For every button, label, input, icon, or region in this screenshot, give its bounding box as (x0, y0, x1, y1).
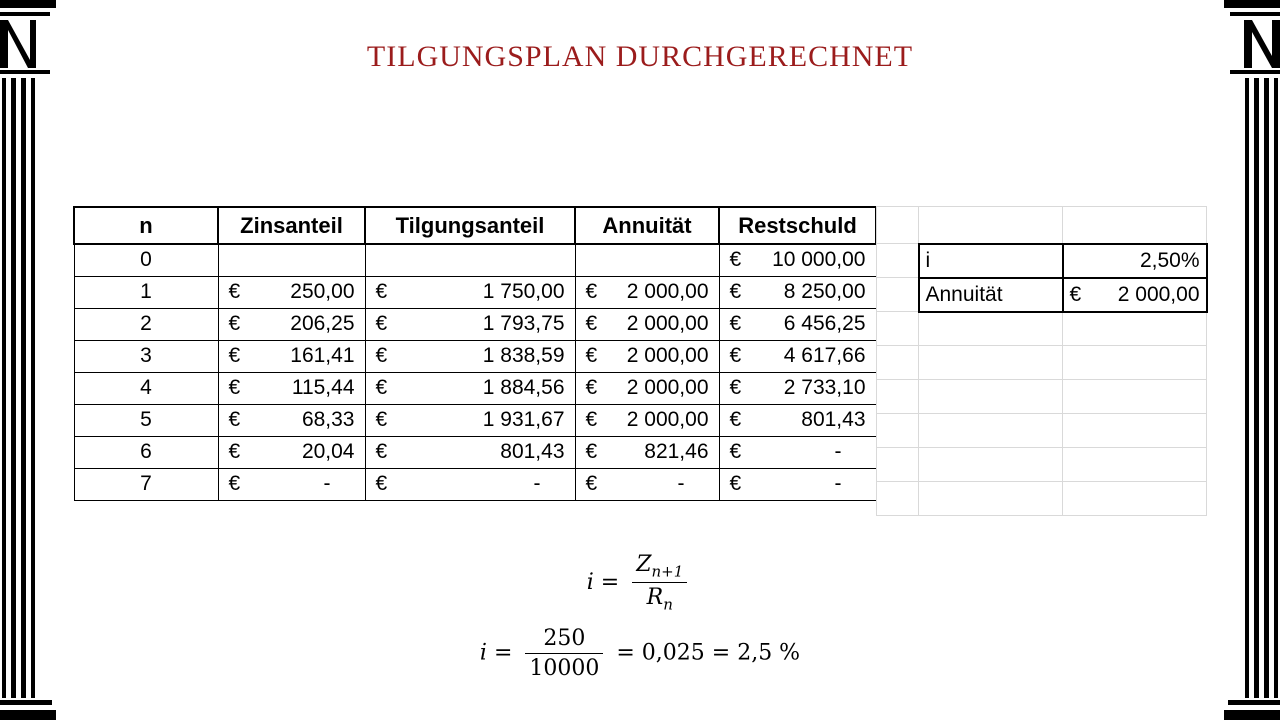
cell-value: 4 617,66 (783, 344, 866, 367)
grid-cell (877, 244, 919, 278)
cell-value: 801,43 (500, 440, 565, 463)
cell-restschuld (719, 468, 876, 500)
cell-value: - (834, 472, 842, 495)
cell-value: 1 750,00 (482, 280, 565, 303)
formula1-denominator (632, 583, 687, 613)
cell-value: - (677, 472, 685, 495)
cell-zinsanteil (218, 436, 365, 468)
grid-cell (877, 448, 919, 482)
param-i-value: 2,50% (1063, 244, 1207, 278)
table-row (74, 404, 876, 436)
currency-symbol: € (585, 344, 598, 367)
cell-value: 2 000,00 (626, 376, 709, 399)
header-n: n (74, 207, 218, 244)
currency-symbol: € (585, 376, 598, 399)
cell-zinsanteil (218, 468, 365, 500)
cell-restschuld (719, 372, 876, 404)
currency-symbol: € (729, 440, 742, 463)
cell-value: - (533, 472, 541, 495)
formula-interest-rate-calculation (0, 626, 1280, 681)
currency-symbol: € (228, 408, 241, 431)
formula1-fraction (632, 552, 687, 614)
formula2-lhs: i (479, 640, 487, 666)
cell-value: 2 000,00 (626, 344, 709, 367)
currency-symbol: € (375, 408, 388, 431)
grid-cell (919, 346, 1063, 380)
currency-symbol: € (375, 472, 388, 495)
table-row (74, 244, 876, 276)
cell-value: 1 793,75 (482, 312, 565, 335)
grid-cell (877, 312, 919, 346)
cell-value: 2 000,00 (626, 280, 709, 303)
cell-zinsanteil (218, 308, 365, 340)
param-i-label: i (919, 244, 1063, 278)
currency-symbol: € (585, 280, 598, 303)
numerator-base: Z (636, 552, 652, 577)
cell-n: 5 (74, 404, 218, 436)
cell-value: 2 000,00 (626, 312, 709, 335)
grid-cell (1063, 448, 1207, 482)
cell-annuitaet (575, 468, 719, 500)
cell-tilgungsanteil (365, 436, 575, 468)
currency-symbol: € (585, 312, 598, 335)
cell-zinsanteil (218, 372, 365, 404)
cell-value: - (323, 472, 331, 495)
cell-restschuld (719, 244, 876, 276)
cell-tilgungsanteil (365, 404, 575, 436)
currency-symbol: € (228, 376, 241, 399)
cell-value: 1 838,59 (482, 344, 565, 367)
currency-symbol: € (228, 344, 241, 367)
cell-n: 3 (74, 340, 218, 372)
grid-cell (1063, 380, 1207, 414)
currency-symbol: € (729, 472, 742, 495)
formula1-numerator (632, 552, 687, 583)
formula-interest-rate-definition (0, 552, 1280, 614)
table-row (74, 276, 876, 308)
cell-n: 7 (74, 468, 218, 500)
cell-tilgungsanteil (365, 372, 575, 404)
grid-cell (1063, 414, 1207, 448)
formula2-denominator: 10000 (529, 656, 600, 681)
grid-cell (919, 312, 1063, 346)
table-row (74, 468, 876, 500)
cell-zinsanteil (218, 244, 365, 276)
param-annuitaet-label: Annuität (919, 278, 1063, 312)
cell-tilgungsanteil (365, 308, 575, 340)
cell-n: 0 (74, 244, 218, 276)
table-row (74, 436, 876, 468)
cell-value: 115,44 (291, 376, 355, 399)
cell-n: 2 (74, 308, 218, 340)
cell-tilgungsanteil (365, 340, 575, 372)
formula2-fraction (525, 626, 603, 681)
header-zinsanteil: Zinsanteil (218, 207, 365, 244)
param-annuitaet-cell (1063, 278, 1207, 312)
cell-annuitaet (575, 276, 719, 308)
cell-value: 8 250,00 (783, 280, 866, 303)
currency-symbol: € (375, 376, 388, 399)
currency-symbol: € (729, 408, 742, 431)
formula2-numerator: 250 (525, 626, 603, 654)
cell-restschuld (719, 276, 876, 308)
grid-cell (877, 346, 919, 380)
formula2-eq: = (493, 640, 513, 666)
cell-annuitaet (575, 244, 719, 276)
amortization-table (73, 206, 877, 501)
cell-value: 10 000,00 (772, 248, 866, 272)
cell-restschuld (719, 436, 876, 468)
cell-tilgungsanteil (365, 276, 575, 308)
cell-zinsanteil (218, 276, 365, 308)
cell-zinsanteil (218, 404, 365, 436)
header-restschuld: Restschuld (719, 207, 876, 244)
grid-cell (919, 380, 1063, 414)
cell-restschuld (719, 308, 876, 340)
cell-annuitaet (575, 340, 719, 372)
formula1-eq: = (600, 569, 620, 595)
denominator-subscript: n (663, 595, 673, 614)
currency-symbol: € (585, 440, 598, 463)
page-title: TILGUNGSPLAN DURCHGERECHNET (366, 40, 914, 73)
cell-value: 206,25 (290, 312, 355, 335)
grid-cell (919, 207, 1063, 244)
cell-value: 2 733,10 (783, 376, 866, 399)
cell-value: 20,04 (301, 440, 355, 463)
currency-symbol: € (228, 312, 241, 335)
cell-value: 6 456,25 (783, 312, 866, 335)
cell-restschuld (719, 340, 876, 372)
currency-symbol: € (375, 344, 388, 367)
table-row (74, 308, 876, 340)
cell-annuitaet (575, 404, 719, 436)
grid-cell (877, 482, 919, 516)
currency-symbol: € (729, 312, 742, 335)
grid-cell (877, 278, 919, 312)
grid-cell (919, 482, 1063, 516)
cell-value: 68,33 (301, 408, 355, 431)
numerator-subscript: n+1 (651, 562, 684, 581)
cell-value: 1 931,67 (482, 408, 565, 431)
cell-n: 4 (74, 372, 218, 404)
currency-symbol: € (228, 472, 241, 495)
grid-cell (919, 414, 1063, 448)
currency-symbol: € (375, 440, 388, 463)
grid-cell (877, 207, 919, 244)
cell-value: 250,00 (290, 280, 355, 303)
formula1-lhs: i (586, 569, 594, 595)
cell-n: 6 (74, 436, 218, 468)
cell-annuitaet (575, 308, 719, 340)
cell-tilgungsanteil (365, 244, 575, 276)
cell-annuitaet (575, 372, 719, 404)
grid-cell (1063, 346, 1207, 380)
grid-cell (1063, 207, 1207, 244)
cell-value: - (834, 440, 842, 463)
grid-cell (1063, 482, 1207, 516)
parameter-grid (876, 206, 1208, 516)
cell-zinsanteil (218, 340, 365, 372)
currency-symbol: € (585, 408, 598, 431)
cell-value: 161,41 (290, 344, 355, 367)
header-annuitaet: Annuität (575, 207, 719, 244)
currency-symbol: € (1069, 282, 1082, 306)
grid-cell (877, 380, 919, 414)
cell-n: 1 (74, 276, 218, 308)
currency-symbol: € (729, 376, 742, 399)
cell-restschuld (719, 404, 876, 436)
cell-value: 821,46 (644, 440, 709, 463)
param-annuitaet-value: 2 000,00 (1117, 282, 1200, 306)
header-tilgungsanteil: Tilgungsanteil (365, 207, 575, 244)
currency-symbol: € (729, 344, 742, 367)
table-row (74, 340, 876, 372)
denominator-base: R (646, 585, 664, 611)
currency-symbol: € (375, 280, 388, 303)
formula2-result: = 0,025 = 2,5 % (616, 640, 801, 666)
currency-symbol: € (729, 248, 742, 272)
grid-cell (919, 448, 1063, 482)
currency-symbol: € (375, 312, 388, 335)
cell-annuitaet (575, 436, 719, 468)
cell-value: 2 000,00 (626, 408, 709, 431)
currency-symbol: € (729, 280, 742, 303)
grid-cell (877, 414, 919, 448)
cell-value: 1 884,56 (482, 376, 565, 399)
currency-symbol: € (585, 472, 598, 495)
table-row (74, 372, 876, 404)
grid-cell (1063, 312, 1207, 346)
currency-symbol: € (228, 280, 241, 303)
currency-symbol: € (228, 440, 241, 463)
cell-tilgungsanteil (365, 468, 575, 500)
cell-value: 801,43 (801, 408, 866, 431)
table-header-row (74, 207, 876, 244)
